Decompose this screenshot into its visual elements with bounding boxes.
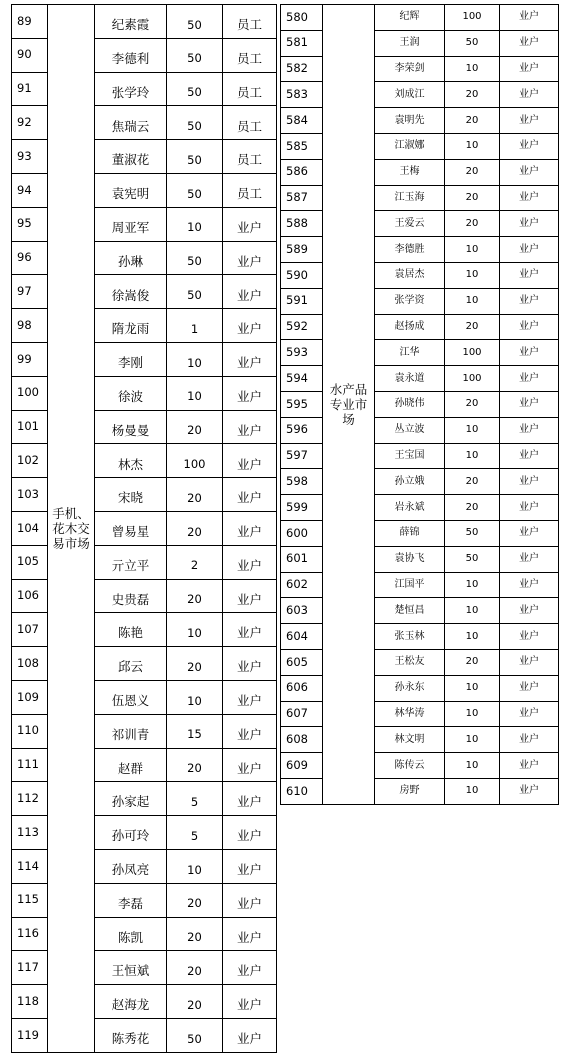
donation-amount: 100: [445, 366, 500, 392]
person-role: 业户: [500, 237, 559, 263]
donation-amount: 20: [167, 579, 223, 613]
donation-amount: 10: [167, 207, 223, 241]
table-row: [281, 185, 559, 211]
table-row: [281, 5, 559, 31]
person-role: 业户: [500, 185, 559, 211]
person-name: 岩永斌: [375, 495, 445, 521]
table-row: [281, 108, 559, 134]
table-row: [281, 520, 559, 546]
person-name: 陈传云: [375, 753, 445, 779]
donation-amount: 50: [167, 72, 223, 106]
person-role: 业户: [223, 647, 277, 681]
donation-amount: 10: [445, 572, 500, 598]
person-name: 伍恩义: [95, 680, 167, 714]
table-row: [281, 30, 559, 56]
person-role: 员工: [223, 106, 277, 140]
donation-amount: 10: [445, 237, 500, 263]
row-number: 589: [281, 237, 323, 263]
row-number: 602: [281, 572, 323, 598]
donation-amount: 20: [445, 314, 500, 340]
person-name: 宋晓: [95, 478, 167, 512]
person-role: 业户: [500, 262, 559, 288]
donation-amount: 10: [445, 133, 500, 159]
row-number: 591: [281, 288, 323, 314]
person-name: 王宝国: [375, 443, 445, 469]
person-name: 李磊: [95, 883, 167, 917]
person-name: 李德胜: [375, 237, 445, 263]
donation-amount: 20: [445, 649, 500, 675]
donation-amount: 10: [167, 613, 223, 647]
person-name: 王松友: [375, 649, 445, 675]
person-name: 赵扬成: [375, 314, 445, 340]
table-row: [281, 778, 559, 804]
person-name: 薛锦: [375, 520, 445, 546]
row-number: 585: [281, 133, 323, 159]
row-number: 599: [281, 495, 323, 521]
table-row: [12, 5, 277, 39]
donation-amount: 100: [445, 5, 500, 31]
row-number: 104: [12, 511, 48, 545]
donation-amount: 10: [167, 849, 223, 883]
table-row: [281, 56, 559, 82]
row-number: 107: [12, 613, 48, 647]
donation-amount: 20: [167, 647, 223, 681]
donation-amount: 20: [167, 410, 223, 444]
row-number: 580: [281, 5, 323, 31]
person-name: 袁明先: [375, 108, 445, 134]
row-number: 594: [281, 366, 323, 392]
donation-amount: 20: [445, 82, 500, 108]
row-number: 114: [12, 849, 48, 883]
donation-amount: 10: [445, 598, 500, 624]
row-number: 115: [12, 883, 48, 917]
person-role: 员工: [223, 72, 277, 106]
person-name: 袁宪明: [95, 173, 167, 207]
person-name: 徐波: [95, 376, 167, 410]
row-number: 581: [281, 30, 323, 56]
donation-amount: 10: [167, 376, 223, 410]
row-number: 606: [281, 675, 323, 701]
person-name: 孙琳: [95, 241, 167, 275]
donation-amount: 10: [445, 701, 500, 727]
person-role: 业户: [223, 207, 277, 241]
person-name: 纪素霞: [95, 5, 167, 39]
donation-amount: 20: [445, 159, 500, 185]
person-role: 业户: [500, 82, 559, 108]
person-role: 业户: [223, 410, 277, 444]
row-number: 582: [281, 56, 323, 82]
person-name: 王恒斌: [95, 951, 167, 985]
person-name: 亓立平: [95, 545, 167, 579]
person-role: 业户: [223, 511, 277, 545]
person-role: 业户: [223, 951, 277, 985]
person-name: 纪辉: [375, 5, 445, 31]
donation-amount: 20: [167, 511, 223, 545]
person-role: 业户: [500, 340, 559, 366]
donation-amount: 20: [167, 985, 223, 1019]
person-name: 陈凯: [95, 917, 167, 951]
donation-amount: 10: [445, 56, 500, 82]
person-name: 张学资: [375, 288, 445, 314]
table-row: [281, 598, 559, 624]
person-name: 王爱云: [375, 211, 445, 237]
donation-amount: 20: [167, 478, 223, 512]
person-name: 周亚军: [95, 207, 167, 241]
donation-amount: 100: [445, 340, 500, 366]
person-role: 业户: [223, 748, 277, 782]
donation-amount: 20: [445, 211, 500, 237]
row-number: 106: [12, 579, 48, 613]
donation-amount: 10: [445, 624, 500, 650]
person-role: 业户: [223, 1018, 277, 1052]
row-number: 102: [12, 444, 48, 478]
donation-amount: 50: [167, 1018, 223, 1052]
person-role: 业户: [500, 30, 559, 56]
row-number: 600: [281, 520, 323, 546]
table-row: [281, 753, 559, 779]
donation-amount: 20: [167, 748, 223, 782]
row-number: 118: [12, 985, 48, 1019]
person-name: 袁协飞: [375, 546, 445, 572]
row-number: 94: [12, 173, 48, 207]
person-role: 业户: [500, 675, 559, 701]
person-name: 张玉林: [375, 624, 445, 650]
donation-amount: 100: [167, 444, 223, 478]
person-name: 江华: [375, 340, 445, 366]
row-number: 103: [12, 478, 48, 512]
person-name: 隋龙雨: [95, 309, 167, 343]
person-role: 业户: [500, 366, 559, 392]
row-number: 109: [12, 680, 48, 714]
person-role: 业户: [223, 714, 277, 748]
person-role: 业户: [500, 546, 559, 572]
table-row: [281, 391, 559, 417]
row-number: 90: [12, 38, 48, 72]
table-row: [281, 495, 559, 521]
person-name: 杨曼曼: [95, 410, 167, 444]
row-number: 601: [281, 546, 323, 572]
donation-amount: 50: [167, 5, 223, 39]
table-row: [281, 288, 559, 314]
person-role: 业户: [223, 309, 277, 343]
table-row: [281, 314, 559, 340]
person-name: 孙晓伟: [375, 391, 445, 417]
person-role: 业户: [500, 572, 559, 598]
table-row: [281, 727, 559, 753]
person-name: 史贵磊: [95, 579, 167, 613]
person-name: 孙立娥: [375, 469, 445, 495]
row-number: 584: [281, 108, 323, 134]
person-name: 陈艳: [95, 613, 167, 647]
row-number: 597: [281, 443, 323, 469]
row-number: 105: [12, 545, 48, 579]
person-name: 房野: [375, 778, 445, 804]
person-role: 业户: [500, 495, 559, 521]
person-name: 孙可玲: [95, 816, 167, 850]
person-name: 刘成江: [375, 82, 445, 108]
person-name: 陈秀花: [95, 1018, 167, 1052]
table-row: [281, 417, 559, 443]
row-number: 609: [281, 753, 323, 779]
row-number: 95: [12, 207, 48, 241]
person-role: 业户: [223, 816, 277, 850]
row-number: 91: [12, 72, 48, 106]
market-name-cell: 手机、花木交易市场: [48, 5, 95, 1053]
donation-amount: 20: [445, 469, 500, 495]
person-role: 业户: [223, 376, 277, 410]
person-name: 董淑花: [95, 140, 167, 174]
donation-amount: 2: [167, 545, 223, 579]
donation-amount: 50: [167, 173, 223, 207]
person-name: 曾易星: [95, 511, 167, 545]
row-number: 98: [12, 309, 48, 343]
row-number: 111: [12, 748, 48, 782]
person-role: 业户: [500, 649, 559, 675]
person-role: 业户: [500, 598, 559, 624]
person-name: 丛立波: [375, 417, 445, 443]
person-role: 业户: [223, 444, 277, 478]
donation-amount: 50: [167, 275, 223, 309]
person-role: 业户: [223, 545, 277, 579]
row-number: 100: [12, 376, 48, 410]
person-name: 祁训青: [95, 714, 167, 748]
donation-amount: 15: [167, 714, 223, 748]
row-number: 97: [12, 275, 48, 309]
row-number: 583: [281, 82, 323, 108]
donation-amount: 10: [445, 778, 500, 804]
table-row: [281, 159, 559, 185]
row-number: 586: [281, 159, 323, 185]
person-role: 业户: [500, 314, 559, 340]
table-row: [281, 340, 559, 366]
table-row: [281, 546, 559, 572]
donation-amount: 10: [445, 417, 500, 443]
row-number: 110: [12, 714, 48, 748]
table-row: [281, 469, 559, 495]
table-row: [281, 237, 559, 263]
person-name: 林文明: [375, 727, 445, 753]
right-donation-table: [280, 4, 559, 805]
market-name-cell: 水产品专业市场: [323, 5, 375, 805]
person-name: 赵群: [95, 748, 167, 782]
person-role: 业户: [223, 883, 277, 917]
donation-amount: 5: [167, 782, 223, 816]
person-name: 邱云: [95, 647, 167, 681]
row-number: 607: [281, 701, 323, 727]
row-number: 608: [281, 727, 323, 753]
person-role: 业户: [223, 342, 277, 376]
donation-amount: 50: [445, 30, 500, 56]
left-table-body: [12, 5, 277, 1053]
row-number: 117: [12, 951, 48, 985]
donation-amount: 20: [445, 391, 500, 417]
person-role: 业户: [223, 680, 277, 714]
row-number: 605: [281, 649, 323, 675]
person-name: 孙家起: [95, 782, 167, 816]
row-number: 93: [12, 140, 48, 174]
table-row: [281, 572, 559, 598]
person-role: 业户: [500, 211, 559, 237]
person-name: 林华涛: [375, 701, 445, 727]
person-role: 业户: [500, 624, 559, 650]
person-name: 张学玲: [95, 72, 167, 106]
table-row: [281, 649, 559, 675]
row-number: 101: [12, 410, 48, 444]
person-role: 业户: [223, 782, 277, 816]
person-name: 孙凤亮: [95, 849, 167, 883]
donation-amount: 10: [167, 342, 223, 376]
donation-amount: 10: [167, 680, 223, 714]
table-row: [281, 443, 559, 469]
row-number: 595: [281, 391, 323, 417]
table-row: [281, 701, 559, 727]
person-name: 江国平: [375, 572, 445, 598]
donation-amount: 20: [445, 185, 500, 211]
person-name: 江淑娜: [375, 133, 445, 159]
donation-amount: 10: [445, 443, 500, 469]
person-role: 业户: [500, 727, 559, 753]
table-row: [281, 133, 559, 159]
person-name: 赵海龙: [95, 985, 167, 1019]
table-row: [281, 82, 559, 108]
donation-amount: 20: [445, 495, 500, 521]
person-role: 业户: [500, 469, 559, 495]
row-number: 596: [281, 417, 323, 443]
row-number: 610: [281, 778, 323, 804]
donation-amount: 10: [445, 675, 500, 701]
donation-amount: 20: [167, 917, 223, 951]
table-row: [281, 675, 559, 701]
person-role: 业户: [500, 753, 559, 779]
donation-amount: 10: [445, 288, 500, 314]
person-name: 孙永东: [375, 675, 445, 701]
person-role: 业户: [500, 133, 559, 159]
table-row: [281, 262, 559, 288]
row-number: 119: [12, 1018, 48, 1052]
donation-amount: 50: [167, 140, 223, 174]
person-role: 业户: [500, 443, 559, 469]
person-name: 楚恒昌: [375, 598, 445, 624]
person-role: 业户: [500, 108, 559, 134]
row-number: 108: [12, 647, 48, 681]
donation-amount: 1: [167, 309, 223, 343]
row-number: 89: [12, 5, 48, 39]
person-role: 业户: [500, 159, 559, 185]
person-role: 业户: [500, 391, 559, 417]
person-role: 员工: [223, 140, 277, 174]
person-role: 业户: [500, 56, 559, 82]
right-table-body: [281, 5, 559, 805]
person-name: 李荣剑: [375, 56, 445, 82]
row-number: 592: [281, 314, 323, 340]
row-number: 598: [281, 469, 323, 495]
row-number: 112: [12, 782, 48, 816]
person-role: 员工: [223, 173, 277, 207]
person-name: 焦瑞云: [95, 106, 167, 140]
donation-amount: 50: [167, 38, 223, 72]
row-number: 593: [281, 340, 323, 366]
person-name: 王梅: [375, 159, 445, 185]
donation-amount: 20: [445, 108, 500, 134]
donation-amount: 20: [167, 951, 223, 985]
person-role: 业户: [223, 579, 277, 613]
row-number: 116: [12, 917, 48, 951]
row-number: 590: [281, 262, 323, 288]
person-role: 业户: [223, 917, 277, 951]
person-role: 业户: [500, 288, 559, 314]
person-name: 徐嵩俊: [95, 275, 167, 309]
person-role: 业户: [500, 417, 559, 443]
row-number: 603: [281, 598, 323, 624]
donation-amount: 10: [445, 262, 500, 288]
donation-amount: 50: [445, 520, 500, 546]
donation-amount: 50: [445, 546, 500, 572]
person-name: 王润: [375, 30, 445, 56]
person-name: 李刚: [95, 342, 167, 376]
row-number: 587: [281, 185, 323, 211]
person-name: 袁居杰: [375, 262, 445, 288]
row-number: 113: [12, 816, 48, 850]
person-role: 业户: [500, 520, 559, 546]
row-number: 604: [281, 624, 323, 650]
person-name: 袁永道: [375, 366, 445, 392]
donation-amount: 5: [167, 816, 223, 850]
person-name: 江玉海: [375, 185, 445, 211]
person-role: 业户: [223, 849, 277, 883]
donation-amount: 50: [167, 241, 223, 275]
left-donation-table: [11, 4, 277, 1053]
person-role: 业户: [223, 275, 277, 309]
person-name: 林杰: [95, 444, 167, 478]
person-role: 业户: [223, 985, 277, 1019]
person-role: 员工: [223, 38, 277, 72]
person-role: 业户: [223, 478, 277, 512]
person-role: 员工: [223, 5, 277, 39]
person-role: 业户: [500, 701, 559, 727]
table-row: [281, 624, 559, 650]
row-number: 92: [12, 106, 48, 140]
person-name: 李德利: [95, 38, 167, 72]
person-role: 业户: [223, 613, 277, 647]
person-role: 业户: [500, 5, 559, 31]
table-row: [281, 366, 559, 392]
donation-amount: 20: [167, 883, 223, 917]
donation-amount: 10: [445, 753, 500, 779]
table-row: [281, 211, 559, 237]
person-role: 业户: [500, 778, 559, 804]
person-role: 业户: [223, 241, 277, 275]
row-number: 588: [281, 211, 323, 237]
donation-amount: 10: [445, 727, 500, 753]
donation-amount: 50: [167, 106, 223, 140]
row-number: 96: [12, 241, 48, 275]
row-number: 99: [12, 342, 48, 376]
